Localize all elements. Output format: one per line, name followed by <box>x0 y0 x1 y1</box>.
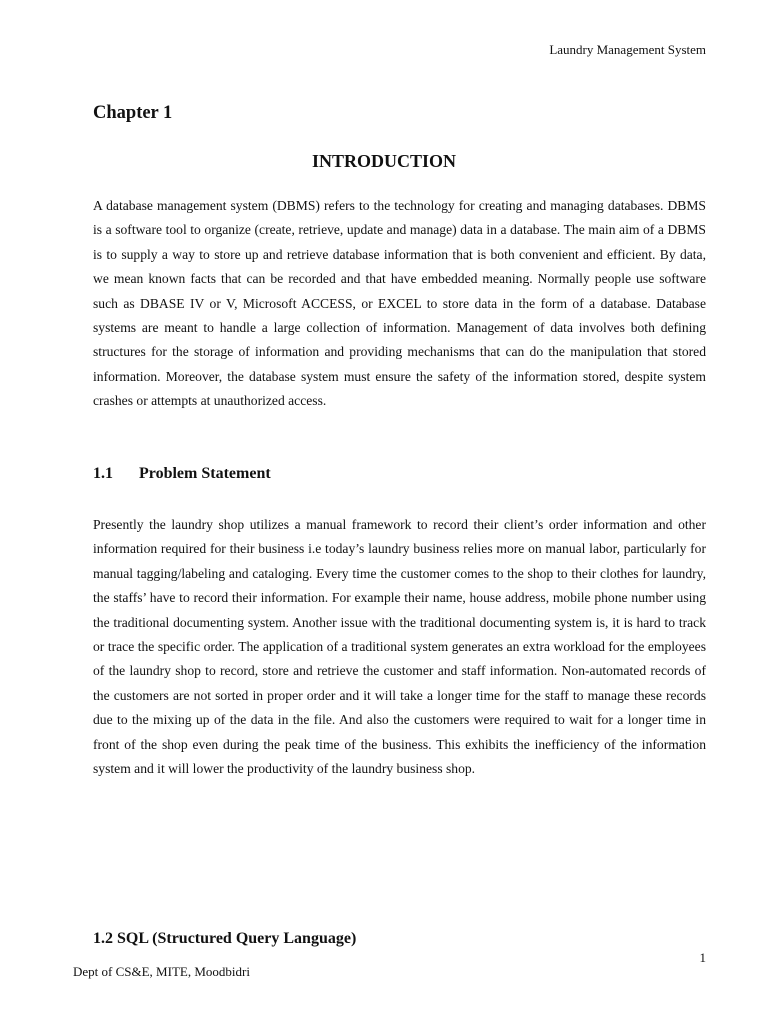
section-heading-sql: 1.2 SQL (Structured Query Language) <box>93 930 357 947</box>
footer-department: Dept of CS&E, MITE, Moodbidri <box>73 964 250 979</box>
problem-statement-paragraph: Presently the laundry shop utilizes a manual framework to record their client’s order information and other information required for their business i.e today’s laundry business relies more on manual labor, particularly for manual tagging/labeling and cataloging. Every time the customer comes to the shop to their clothes for laundry, the staffs’ have to record their information. For example their name, house address, mobile phone number using the traditional documenting system. Another issue with the traditional documenting system is, it is hard to track or trace the specific order. The application of a traditional system generates an extra workload for the employees of the laundry shop to record, store and retrieve the customer and staff information. Non-automated records of the customers are not sorted in proper order and it will take a longer time for the staff to manage these records due to the mixing up of the data in the file. And also the customers were required to wait for a longer time in front of the shop even during the peak time of the business. This exhibits the inefficiency of the information system and it will lower the productivity of the laundry business shop. <box>93 517 706 777</box>
section-heading-problem-statement <box>93 464 271 484</box>
running-header: Laundry Management System <box>549 42 706 57</box>
section-title: Problem Statement <box>139 465 271 482</box>
page-number: 1 <box>699 950 706 965</box>
chapter-title: INTRODUCTION <box>311 151 457 171</box>
section-number: 1.1 <box>93 465 113 482</box>
intro-paragraph: A database management system (DBMS) refers to the technology for creating and managing databases. DBMS is a software tool to organize (create, retrieve, update and manage) data in a database. The main aim of a DBMS is to supply a way to store up and retrieve database information that is both convenient and efficient. By data, we mean known facts that can be recorded and that have embedded meaning. Normally people use software such as DBASE IV or V, Microsoft ACCESS, or EXCEL to store data in the form of a database. Database systems are meant to handle a large collection of information. Management of data involves both defining structures for the storage of information and providing mechanisms that can do the manipulation that stored information. Moreover, the database system must ensure the safety of the information stored, despite system crashes or attempts at unauthorized access. <box>93 198 706 409</box>
chapter-label: Chapter 1 <box>93 103 173 123</box>
